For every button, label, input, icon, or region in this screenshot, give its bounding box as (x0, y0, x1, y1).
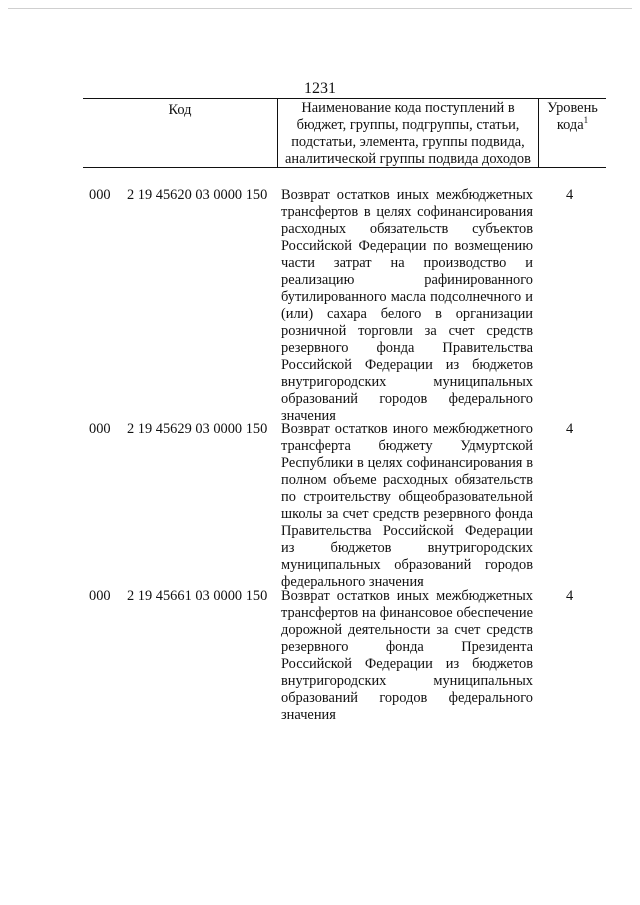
row-income-code: 2 19 45661 03 0000 150 (127, 588, 268, 604)
row-level: 4 (566, 588, 574, 604)
row-group-code: 000 (89, 187, 111, 203)
row-income-name: Возврат остатков иных межбюджетных трансфертов на финансовое обеспечение дорожной деятельности за счет средств резервного фонда Президента Российской Федерации из бюджетов внутригородских муниципальных образований городов федерального значения (281, 588, 533, 723)
header-name-label: Наименование кода поступлений в бюджет, группы, подгруппы, статьи, подстатьи, элемента, группы подвида, аналитической группы подвида доходов (285, 100, 531, 167)
row-income-name: Возврат остатков иного межбюджетного трансферта бюджету Удмуртской Республики в целях софинансирования в полном объеме расходных обязательств по строительству общеобразовательной школы за счет средств резервного фонда Правительства Российской Федерации из бюджетов внутригородских муниципальных образований городов федерального значения (281, 421, 533, 590)
row-income-name: Возврат остатков иных межбюджетных трансфертов в целях софинансирования расходных обязательств субъектов Российской Федерации по возмещению части затрат на производство и реализацию рафинированного бутилированного масла подсолнечного и (или) сахара белого в организации розничной торговли за счет средств резервного фонда Правительства Российской Федерации из бюджетов внутригородских муниципальных образований городов федерального значения (281, 187, 533, 424)
header-level-footnote: 1 (583, 115, 589, 126)
header-level-label: Уровень кода (547, 100, 598, 133)
row-income-code: 2 19 45629 03 0000 150 (127, 421, 268, 437)
row-level: 4 (566, 187, 574, 203)
header-code-column (83, 99, 277, 167)
page-number: 1231 (304, 80, 336, 97)
table-header (83, 98, 606, 168)
row-level: 4 (566, 421, 574, 437)
header-level-column (539, 99, 606, 167)
row-income-code: 2 19 45620 03 0000 150 (127, 187, 268, 203)
header-name-column (277, 99, 539, 167)
header-code-label: Код (168, 102, 192, 118)
row-group-code: 000 (89, 421, 111, 437)
row-group-code: 000 (89, 588, 111, 604)
